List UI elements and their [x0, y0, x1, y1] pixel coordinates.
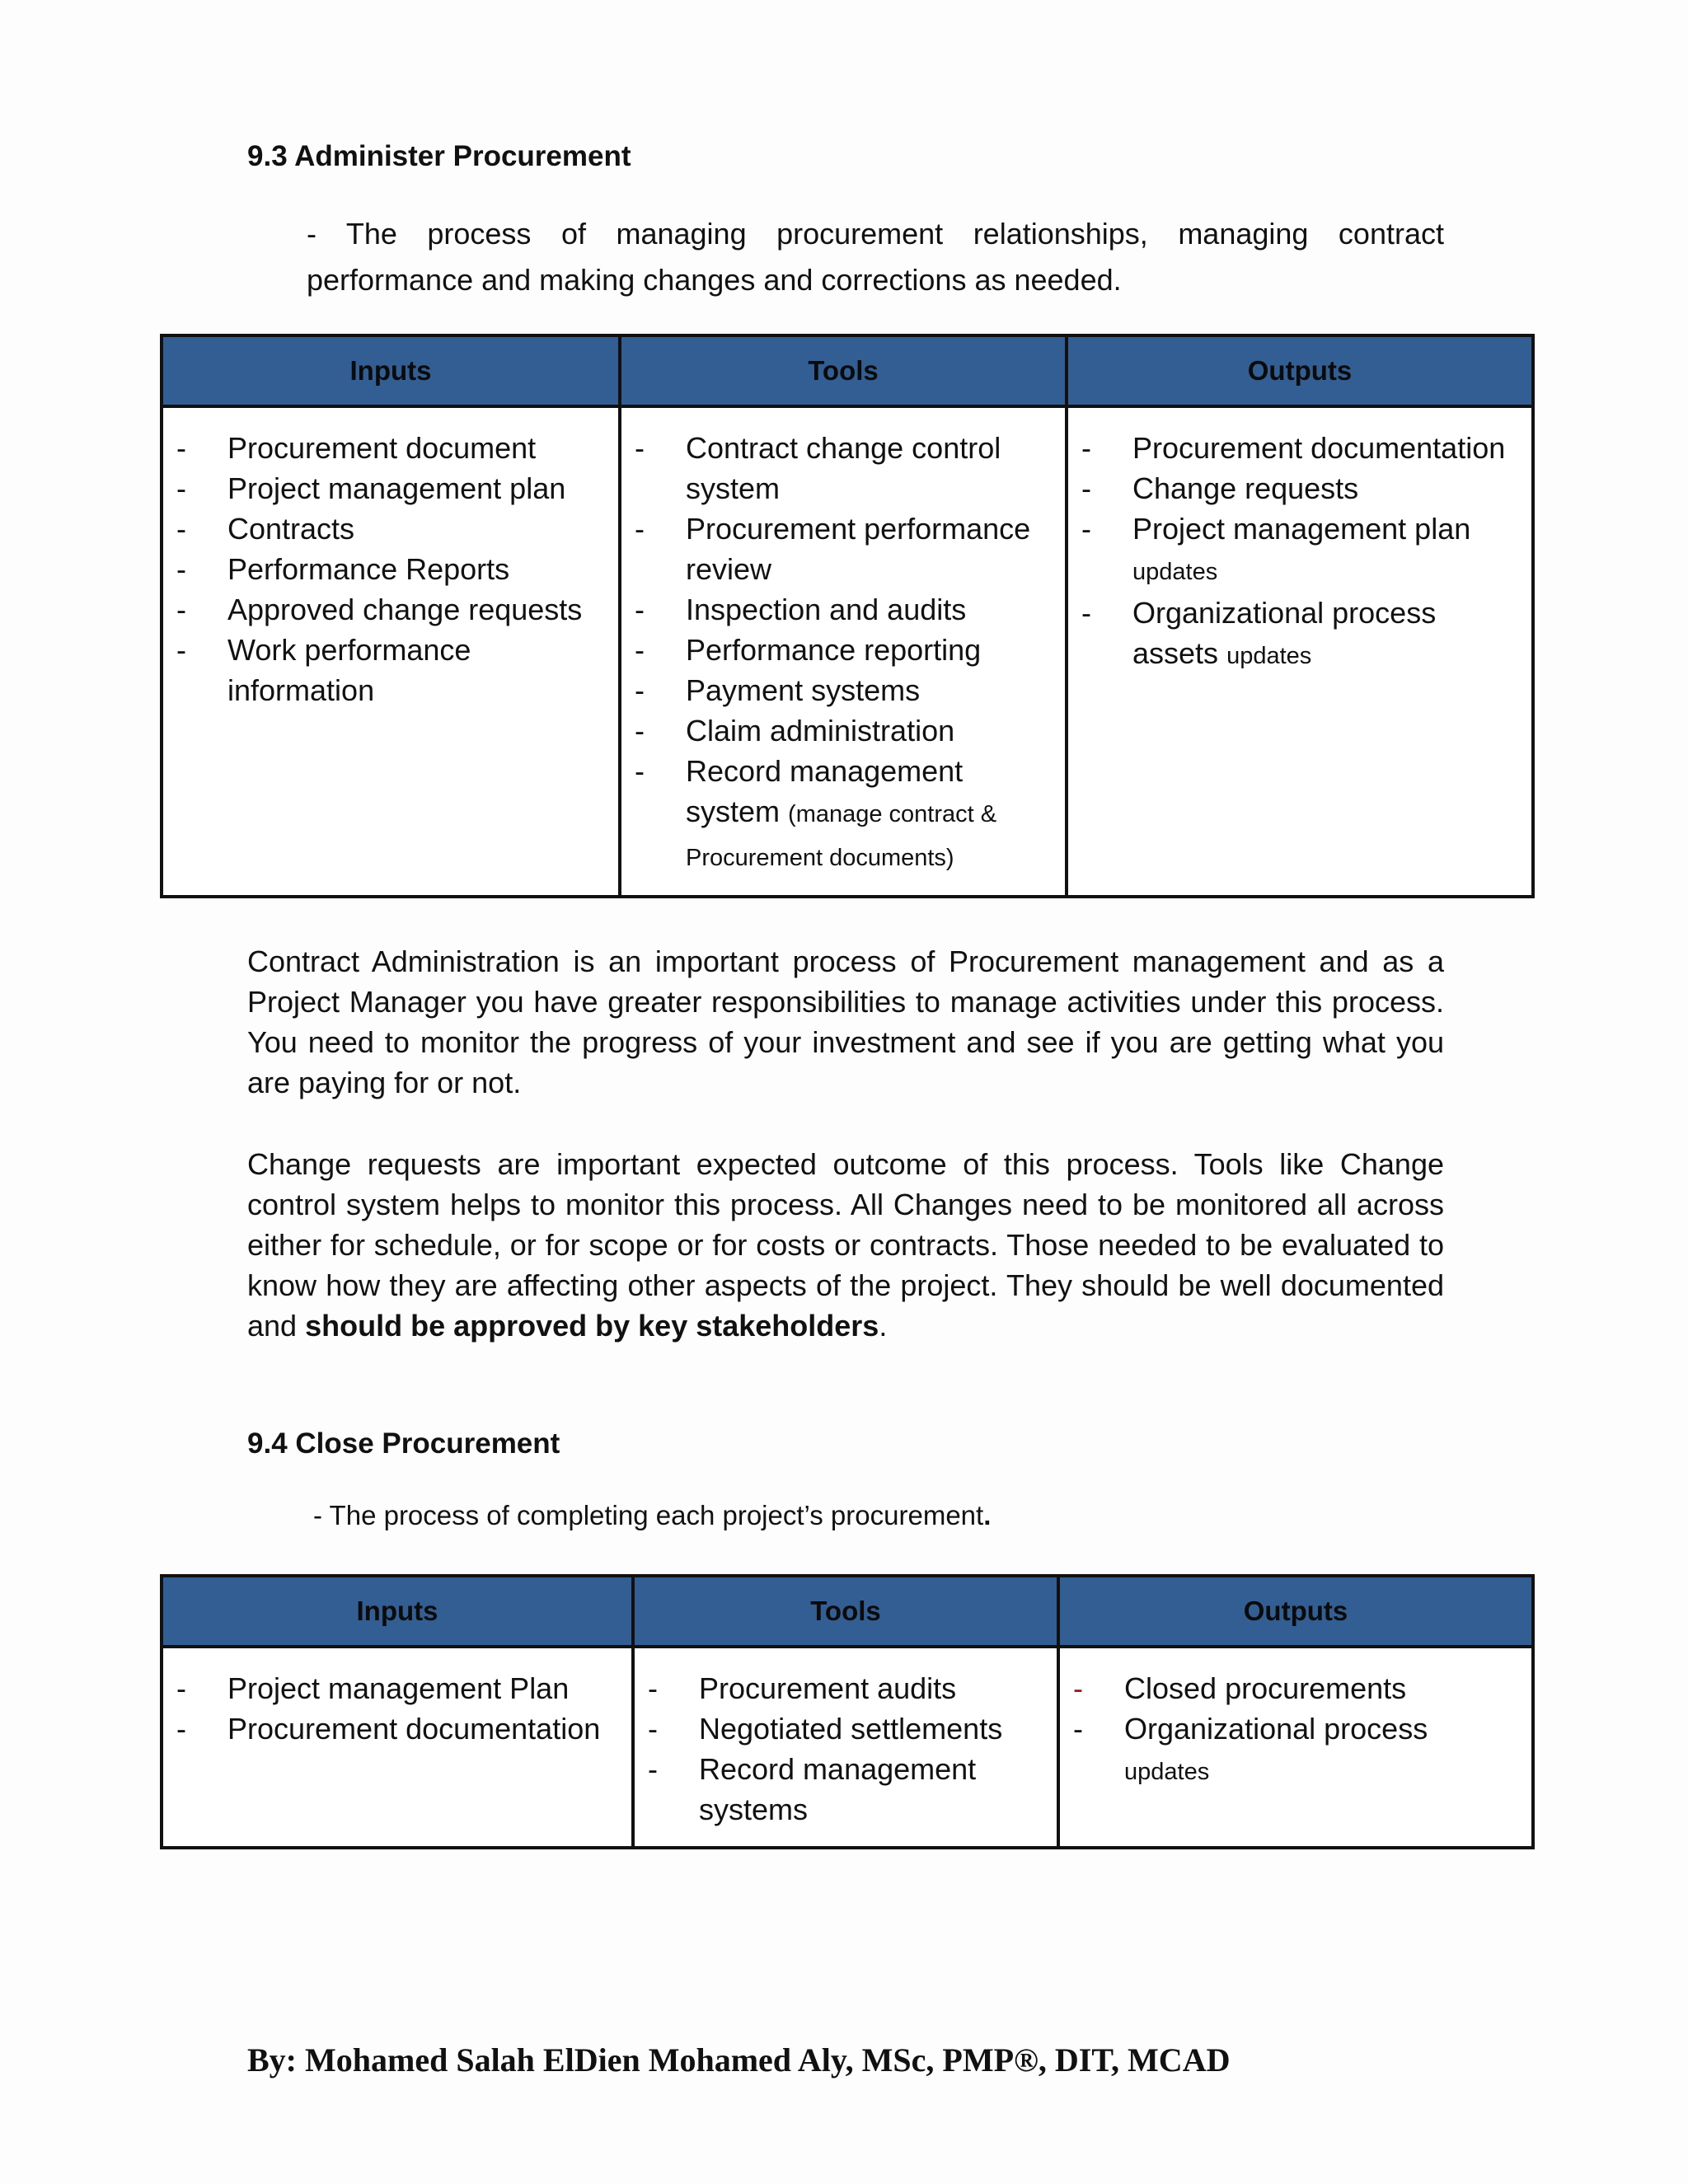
list-item: - Procurement audits: [648, 1671, 957, 1705]
paragraph-change-requests: Change requests are important expected outcome of this process. Tools like Change control system helps to monitor this process. All Changes need to be monitored all across either for schedule, or for scope or for costs or contracts. Those needed to be evaluated to know how they are affecting other aspects of the project. They should be well documented and should be approved by key stakeholders.: [247, 1147, 1444, 1343]
updates-label: updates: [1132, 559, 1218, 585]
list-item: - Procurement documentation: [1081, 431, 1506, 465]
administer-procurement-table: [160, 334, 1535, 898]
table-header-row: [162, 1576, 1533, 1647]
list-item: - Project management plan: [176, 471, 566, 505]
paragraph-contract-administration: Contract Administration is an important process of Procurement management and as a Project Manager you have greater responsibilities to manage activities under this process. You need to monitor the progress of your investment and see if you are getting what you are paying for or not.: [247, 944, 1444, 1099]
list-item: - Project management Plan: [176, 1671, 570, 1705]
list-item: - Inspection and audits: [635, 593, 967, 626]
updates-label: updates: [1124, 1759, 1210, 1785]
section-93-heading: 9.3 Administer Procurement: [247, 140, 631, 172]
header-tools: Tools: [620, 335, 1067, 406]
list-item: - Negotiated settlements: [648, 1712, 1003, 1746]
header-inputs: Inputs: [162, 335, 620, 406]
table-header-row: [162, 335, 1533, 406]
outputs-cell: [1067, 406, 1533, 897]
list-item: - Performance Reports: [176, 552, 510, 586]
list-item: - Performance reporting: [635, 633, 982, 667]
outputs-list: [1073, 1668, 1523, 1793]
list-item: - Change requests: [1081, 471, 1359, 505]
list-item: - Payment systems: [635, 673, 921, 707]
table-body-row: [162, 406, 1533, 897]
list-item: - Record management system (manage contract & Procurement documents): [635, 754, 997, 871]
inputs-cell: [162, 406, 620, 897]
tools-list: [648, 1668, 1048, 1830]
tools-cell: [633, 1647, 1058, 1848]
tools-note: (manage contract & Procurement documents): [686, 801, 997, 871]
list-item: - Project management plan updates: [1081, 512, 1471, 585]
section-94-description: - The process of completing each project’s procurement.: [313, 1500, 992, 1530]
header-inputs: Inputs: [162, 1576, 633, 1647]
list-item: - Closed procurements: [1073, 1671, 1407, 1705]
inputs-cell: [162, 1647, 633, 1848]
list-item: - Record management systems: [648, 1752, 977, 1826]
list-item: - Approved change requests: [176, 593, 583, 626]
bold-approval-text: should be approved by key stakeholders: [305, 1309, 879, 1343]
outputs-cell: [1058, 1647, 1533, 1848]
header-outputs: Outputs: [1067, 335, 1533, 406]
updates-label: updates: [1226, 643, 1312, 669]
close-procurement-table: [160, 1574, 1535, 1849]
section-94-heading: 9.4 Close Procurement: [247, 1427, 560, 1460]
list-item: - Procurement performance review: [635, 512, 1031, 586]
list-item: - Contract change control system: [635, 431, 1001, 505]
header-outputs: Outputs: [1058, 1576, 1533, 1647]
list-item: - Organizational process assets updates: [1081, 596, 1437, 670]
list-item: - Procurement document: [176, 431, 537, 465]
tools-list: [635, 428, 1057, 879]
inputs-list: [176, 428, 610, 710]
list-item: - Organizational process updates: [1073, 1712, 1428, 1785]
section-93-description: - The process of managing procurement relationships, managing contract performance and making changes and corrections as needed.: [307, 217, 1444, 297]
list-item: - Procurement documentation: [176, 1712, 601, 1746]
table-body-row: [162, 1647, 1533, 1848]
outputs-list: [1081, 428, 1523, 677]
list-item: - Contracts: [176, 512, 355, 546]
list-item: - Work performance information: [176, 633, 471, 707]
footer-author: By: Mohamed Salah ElDien Mohamed Aly, MSc, PMP®, DIT, MCAD: [247, 2041, 1231, 2079]
tools-cell: [620, 406, 1067, 897]
inputs-list: [176, 1668, 623, 1749]
list-item: - Claim administration: [635, 714, 955, 748]
header-tools: Tools: [633, 1576, 1058, 1647]
